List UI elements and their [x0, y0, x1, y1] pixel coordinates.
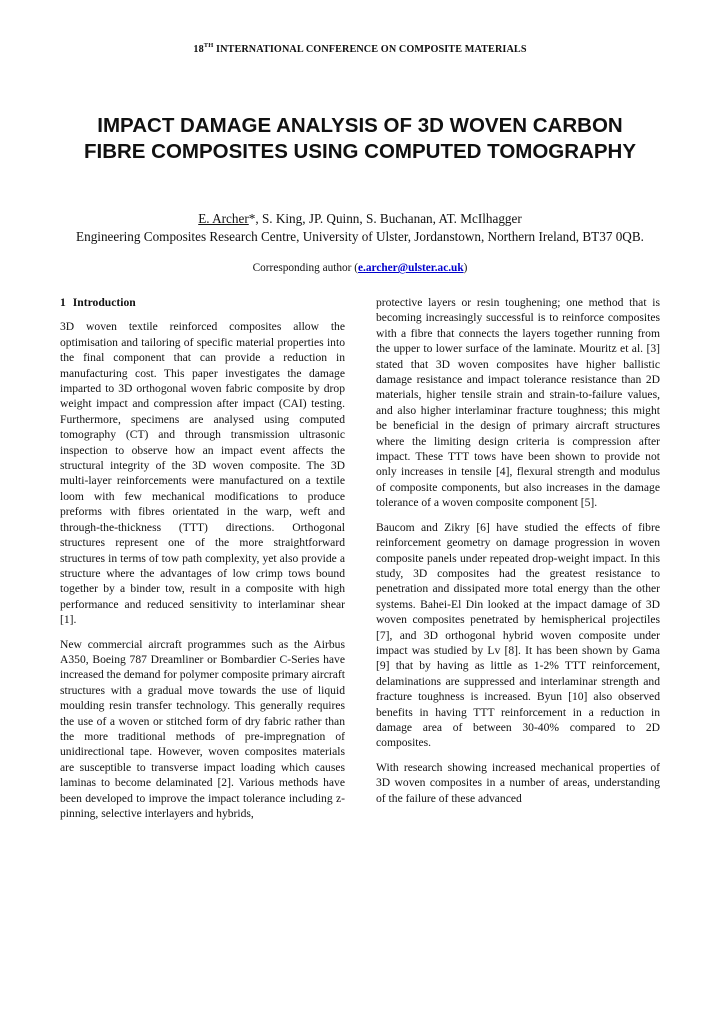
email-link[interactable]: e.archer@ulster.ac.uk	[358, 262, 464, 274]
header-ordinal: 18	[193, 44, 204, 55]
paragraph: New commercial aircraft programmes such as the Airbus A350, Boeing 787 Dreamliner or Bombardier C-Series have increased the demand for polymer composite primary aircraft structures with a gradual move towards the use of liquid moulding resin transfer technology. This generally requires the use of a woven or stitched form of dry fabric rather than the more traditional methods of pre-impregnation of unidirectional tape. However, woven composites materials are susceptible to transverse impact loading which causes laminas to become delaminated [2]. Various methods have been developed to improve the impact tolerance including z-pinning, selective interlayers and hybrids,	[60, 637, 345, 820]
first-author: E. Archer	[198, 211, 249, 226]
paragraph: protective layers or resin toughening; one method that is becoming increasingly successful is to reinforce composites with a fibre that connects the layers together running from the upper to lower surface of the laminate. Mouritz et al. [3] stated that 3D woven composites have higher ballistic damage resistance and impact tolerance resistance than 2D materials, higher tensile strain and strain-to-failure values, and also higher interlaminar fracture toughness; this might be beneficial in the design of primary aircraft structures where the limiting design criteria is compression after impact. These TTT tows have been shown to provide not only increases in tensile [4], flexural strength and modulus of composite components, but also increases in the damage tolerance of a woven composite component [5].	[376, 296, 660, 510]
left-column	[60, 295, 345, 830]
correspondence-line	[0, 262, 720, 274]
paper-title: IMPACT DAMAGE ANALYSIS OF 3D WOVEN CARBON FIBRE COMPOSITES USING COMPUTED TOMOGRAPHY	[83, 114, 637, 163]
header-text: INTERNATIONAL CONFERENCE ON COMPOSITE MATERIALS	[213, 44, 527, 55]
author-line	[0, 210, 720, 228]
paragraph: With research showing increased mechanical properties of 3D woven composites in a number of areas, understanding of the failure of these advanced	[376, 760, 660, 805]
section-heading	[60, 295, 345, 310]
corr-prefix: Corresponding author (	[252, 262, 359, 274]
paragraph: 3D woven textile reinforced composites allow the optimisation and tailoring of specific material properties into the final component that can provide a reduction in manufacturing cost. This paper investigates the damage imparted to 3D orthogonal woven fabric composite by drop weight impact and compression after impact (CAI) testing. Furthermore, specimens are analysed using computed tomography (CT) and through transmission ultrasonic inspection to observe how an impact event affects the structural integrity of the 3D woven composite. The 3D multi-layer reinforcements were manufactured on a textile loom with few mechanical modifications to produce preforms with fibres orientated in the warp, weft and through-the-thickness (TTT) directions. Orthogonal structures represent one of the more straightforward structures in terms of tow path complexity, yet also provide a structure where the advantages of low crimp tows bound together by a binder tow, result in a composite with high performance and reduced sensitivity to interlaminar shear [1].	[60, 320, 345, 627]
section-number: 1	[60, 296, 66, 309]
header-superscript: TH	[203, 42, 214, 49]
conference-header	[0, 42, 720, 55]
other-authors: *, S. King, JP. Quinn, S. Buchanan, AT. McIlhagger	[248, 211, 522, 226]
corr-suffix: )	[463, 262, 468, 274]
affiliation: Engineering Composites Research Centre, University of Ulster, Jordanstown, Northern Ireland, BT37 0QB.	[76, 229, 644, 244]
right-column	[376, 295, 660, 815]
paragraph: Baucom and Zikry [6] have studied the effects of fibre reinforcement geometry on damage progression in woven composite panels under repeated drop-weight impact. In this study, 3D composites had the greatest resistance to penetration and dissipated more total energy than the other systems. Bahei-El Din looked at the impact damage of 3D woven composites penetrated by hemispherical projectiles [7], and 3D orthogonal hybrid woven composite under impact was studied by Lv [8]. It has been shown by Gama [9] that by having as little as 1-2% TTT reinforcement, delaminations are suppressed and interlaminar strength and fracture toughness is increased. Byun [10] also observed benefits in having TTT reinforcement in a reduction in damage area of between 30-40% compared to 2D composites.	[376, 520, 660, 750]
section-title: Introduction	[72, 296, 136, 309]
